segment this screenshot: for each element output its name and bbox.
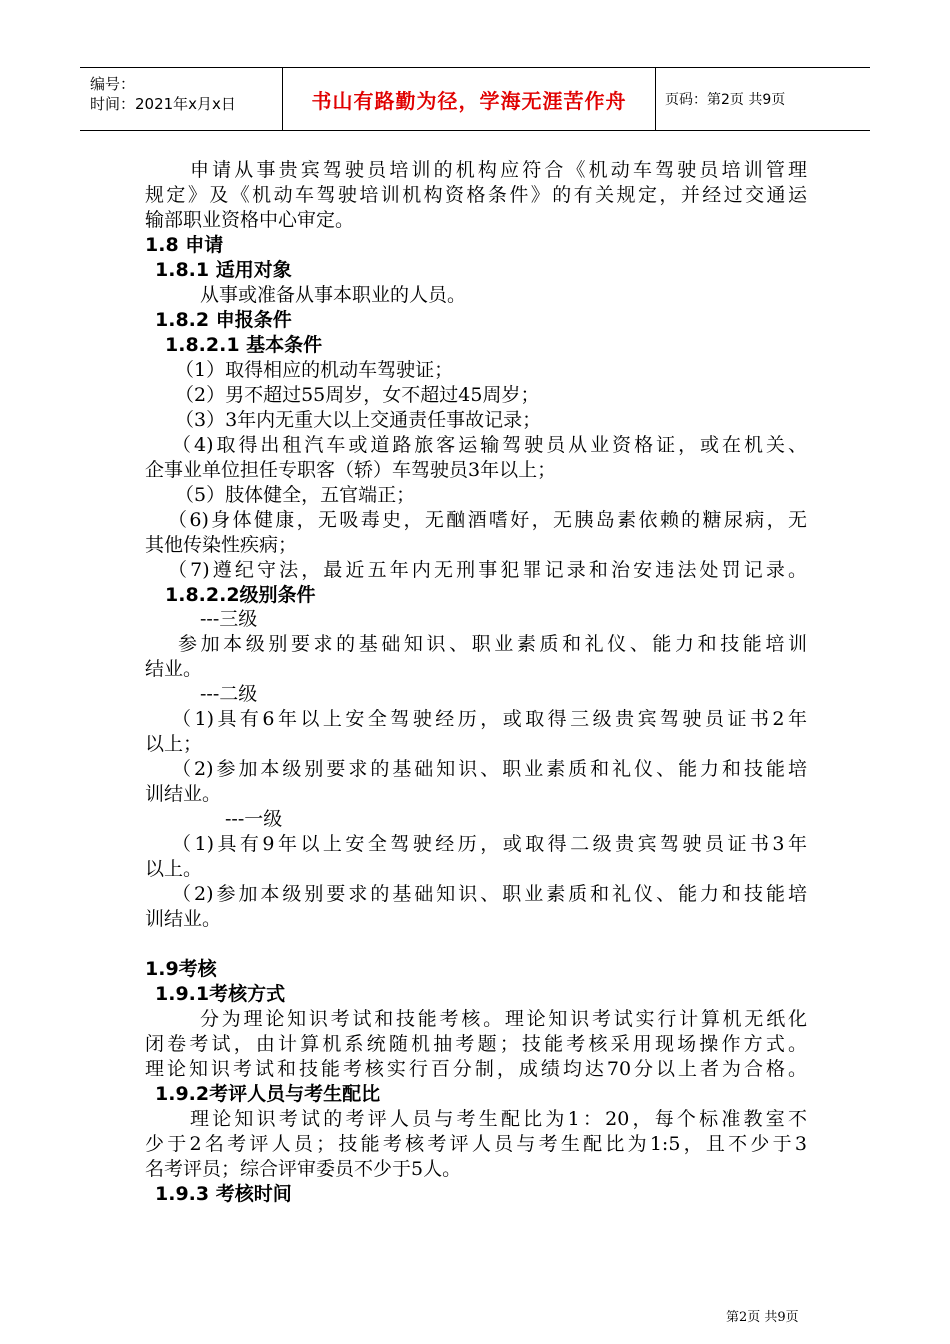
heading-1-9-2: 1.9.2考评人员与考生配比 (155, 1083, 381, 1105)
number-label: 编号： (90, 75, 136, 93)
level-label: ---三级 (200, 608, 258, 630)
header-page-cell (655, 68, 870, 130)
paragraph-line: 从事或准备从事本职业的人员。 (200, 284, 467, 306)
paragraph-line: 理论知识考试的考评人员与考生配比为1：20，每个标准教室不 (190, 1108, 807, 1130)
heading-1-9-1: 1.9.1考核方式 (155, 983, 286, 1005)
heading-1-8-2-1: 1.8.2.1 基本条件 (165, 334, 323, 356)
paragraph-line: 申请从事贵宾驾驶员培训的机构应符合《机动车驾驶员培训管理 (190, 159, 807, 181)
level-label: ---二级 (200, 683, 258, 705)
paragraph-line: 以上。 (145, 858, 203, 880)
page-footer: 第2页 共9页 (726, 1310, 799, 1325)
condition-item: （4)取得出租汽车或道路旅客运输驾驶员从业资格证，或在机关、 (172, 434, 807, 456)
time-label: 时间：2021年x月x日 (90, 95, 236, 113)
page-number-label: 页码：第2页 共9页 (665, 92, 786, 108)
condition-item-cont: 其他传染性疾病； (145, 534, 298, 556)
condition-item-cont: 企事业单位担任专职客（轿）车驾驶员3年以上； (145, 459, 557, 481)
condition-item: （6)身体健康，无吸毒史，无酗酒嗜好，无胰岛素依赖的糖尿病，无 (168, 509, 807, 531)
page-header (80, 67, 870, 131)
paragraph-line: 结业。 (145, 658, 203, 680)
header-motto-cell (282, 68, 656, 130)
paragraph-line: （1)具有9年以上安全驾驶经历，或取得二级贵宾驾驶员证书3年 (172, 833, 807, 855)
paragraph-line: 以上； (145, 733, 203, 755)
paragraph-line: 参加本级别要求的基础知识、职业素质和礼仪、能力和技能培训 (178, 633, 807, 655)
heading-1-8-2: 1.8.2 申报条件 (155, 309, 292, 331)
heading-1-8: 1.8 申请 (145, 234, 224, 256)
paragraph-line: 理论知识考试和技能考核实行百分制，成绩均达70分以上者为合格。 (145, 1058, 807, 1080)
paragraph-line: 规定》及《机动车驾驶培训机构资格条件》的有关规定，并经过交通运 (145, 184, 807, 206)
paragraph-line: 名考评员；综合评审委员不少于5人。 (145, 1158, 462, 1180)
condition-item: （1）取得相应的机动车驾驶证； (175, 359, 454, 381)
paragraph-line: 分为理论知识考试和技能考核。理论知识考试实行计算机无纸化 (200, 1008, 807, 1030)
heading-1-8-1: 1.8.1 适用对象 (155, 259, 292, 281)
condition-item: （5）肢体健全，五官端正； (175, 484, 416, 506)
heading-1-8-2-2: 1.8.2.2级别条件 (165, 584, 316, 606)
paragraph-line: 输部职业资格中心审定。 (145, 209, 355, 231)
condition-item: （3）3年内无重大以上交通责任事故记录； (175, 409, 542, 431)
condition-item: （7)遵纪守法，最近五年内无刑事犯罪记录和治安违法处罚记录。 (168, 559, 807, 581)
paragraph-line: 少于2名考评人员；技能考核考评人员与考生配比为1:5，且不少于3 (145, 1133, 807, 1155)
heading-1-9: 1.9考核 (145, 958, 217, 980)
heading-1-9-3: 1.9.3 考核时间 (155, 1183, 292, 1205)
paragraph-line: （1)具有6年以上安全驾驶经历，或取得三级贵宾驾驶员证书2年 (172, 708, 807, 730)
paragraph-line: （2)参加本级别要求的基础知识、职业素质和礼仪、能力和技能培 (172, 883, 807, 905)
paragraph-line: 闭卷考试，由计算机系统随机抽考题；技能考核采用现场操作方式。 (145, 1033, 807, 1055)
motto: 书山有路勤为径，学海无涯苦作舟 (311, 88, 627, 113)
level-label: ---一级 (225, 808, 283, 830)
paragraph-line: 训结业。 (145, 908, 222, 930)
condition-item: （2）男不超过55周岁，女不超过45周岁； (175, 384, 540, 406)
paragraph-line: 训结业。 (145, 783, 222, 805)
paragraph-line: （2)参加本级别要求的基础知识、职业素质和礼仪、能力和技能培 (172, 758, 807, 780)
header-meta (80, 68, 282, 130)
